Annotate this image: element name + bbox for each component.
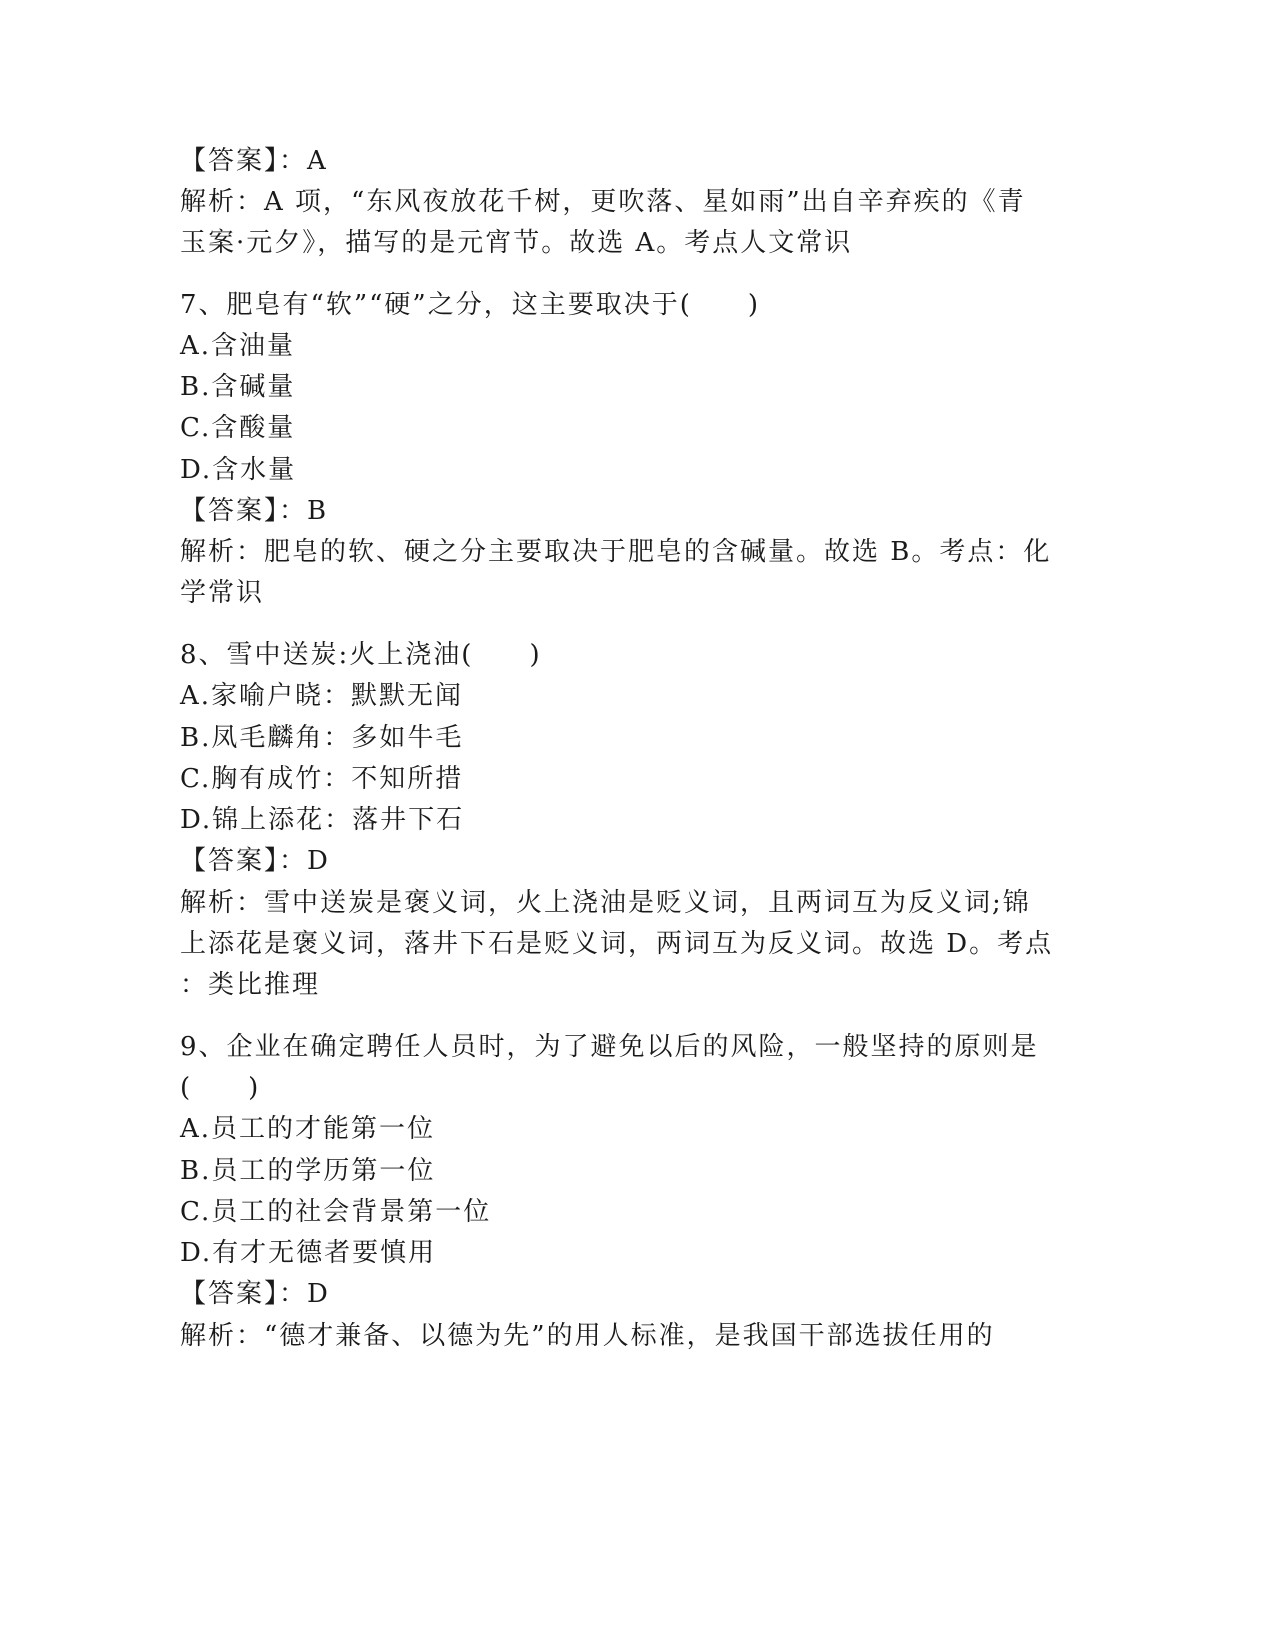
- analysis-line: 解析：肥皂的软、硬之分主要取决于肥皂的含碱量。故选 B。考点：化: [180, 537, 1052, 567]
- option-item: D.有才无德者要慎用: [180, 1238, 437, 1268]
- answer-line: 【答案】：B: [180, 496, 329, 526]
- question-line: ( ): [180, 1073, 261, 1103]
- answer-line: 【答案】：D: [180, 846, 330, 876]
- analysis-line: 上添花是褒义词，落井下石是贬义词，两词互为反义词。故选 D。考点: [180, 929, 1054, 959]
- question-line: 8、雪中送炭:火上浇油( ): [180, 640, 542, 670]
- analysis-line: 解析：“德才兼备、以德为先”的用人标准，是我国干部选拔任用的: [180, 1321, 995, 1351]
- option-item: B.含碱量: [180, 372, 296, 402]
- analysis-line: 解析：雪中送炭是褒义词，火上浇油是贬义词，且两词互为反义词;锦: [180, 888, 1031, 918]
- analysis-line: 解析：A 项，“东风夜放花千树，更吹落、星如雨”出自辛弃疾的《青: [180, 187, 1026, 217]
- option-item: D.锦上添花：落井下石: [180, 805, 465, 835]
- question-line: 9、企业在确定聘任人员时，为了避免以后的风险，一般坚持的原则是: [180, 1032, 1039, 1062]
- answer-line: 【答案】：D: [180, 1279, 330, 1309]
- analysis-line: 学常识: [180, 578, 265, 608]
- option-item: C.员工的社会背景第一位: [180, 1197, 492, 1227]
- option-item: C.含酸量: [180, 413, 296, 443]
- option-item: B.凤毛麟角：多如牛毛: [180, 723, 464, 753]
- answer-line: 【答案】：A: [180, 146, 328, 176]
- option-item: B.员工的学历第一位: [180, 1156, 436, 1186]
- question-line: 7、肥皂有“软”“硬”之分，这主要取决于( ): [180, 290, 760, 320]
- analysis-line: 玉案·元夕》，描写的是元宵节。故选 A。考点人文常识: [180, 228, 853, 258]
- option-item: C.胸有成竹：不知所措: [180, 764, 464, 794]
- option-item: A.家喻户晓：默默无闻: [180, 681, 464, 711]
- option-item: A.含油量: [180, 331, 296, 361]
- analysis-line: ：类比推理: [180, 970, 321, 1000]
- option-item: A.员工的才能第一位: [180, 1114, 436, 1144]
- option-item: D.含水量: [180, 455, 297, 485]
